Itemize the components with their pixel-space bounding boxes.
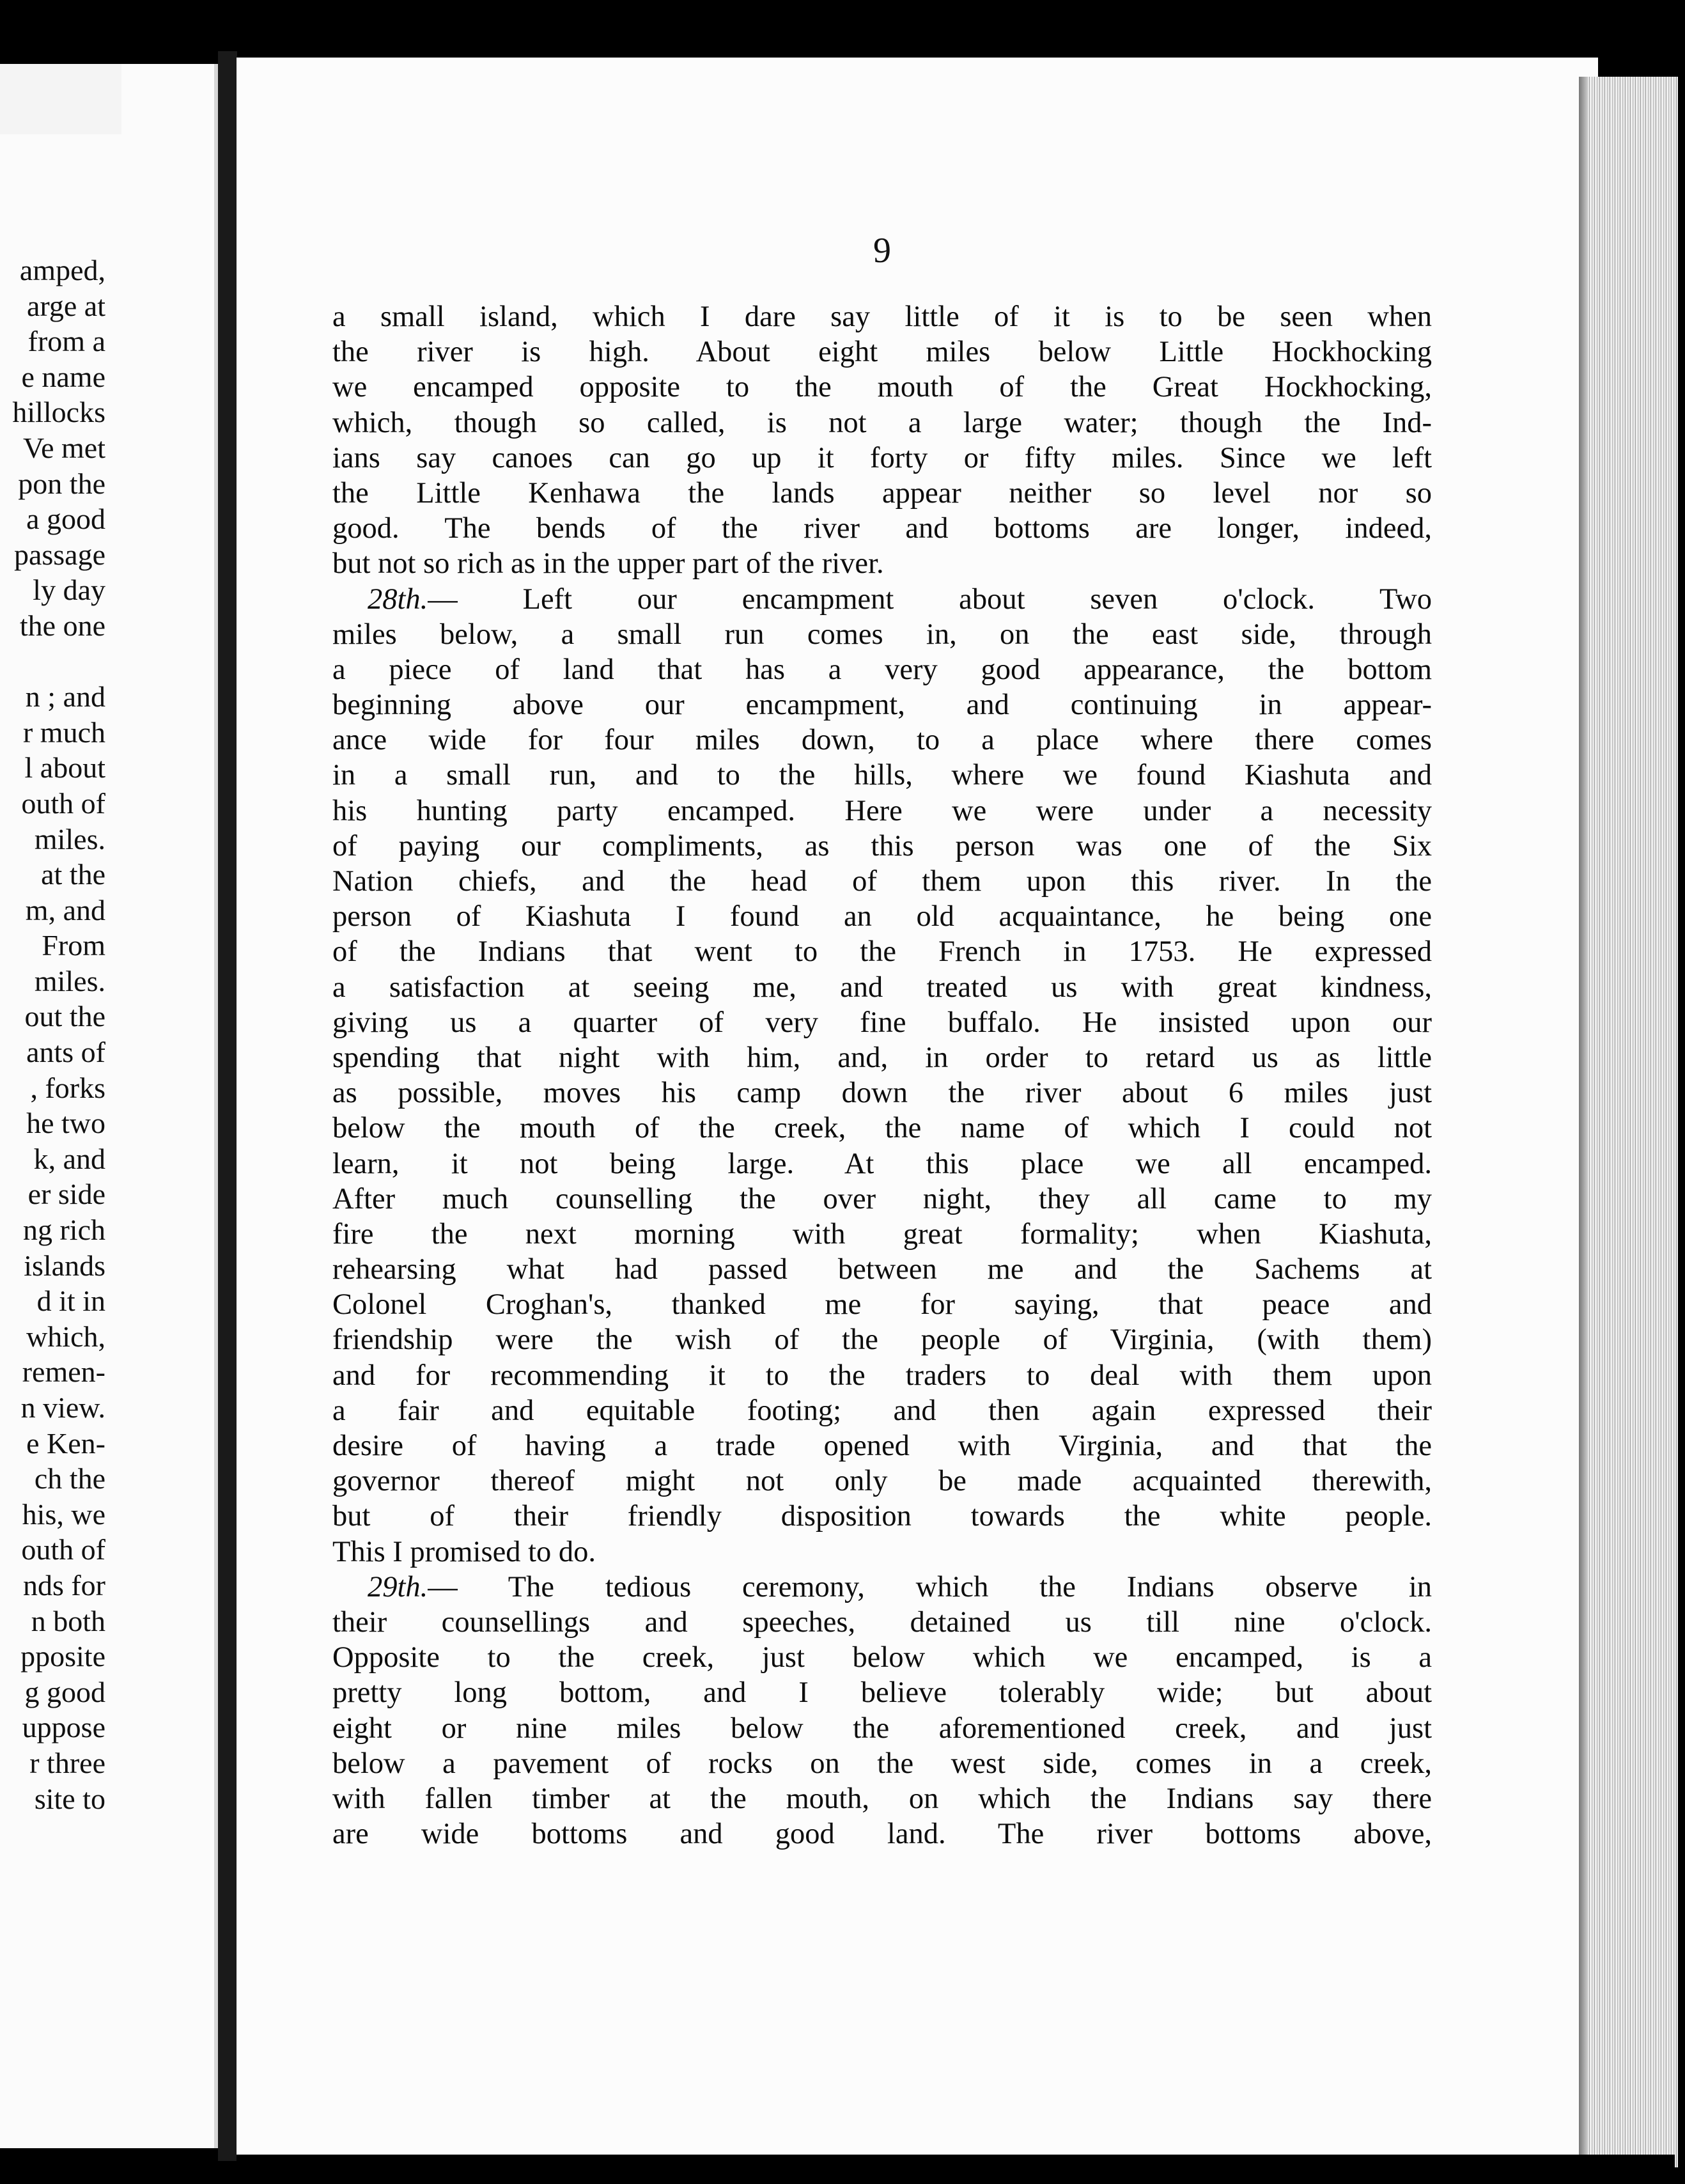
left-page-line: nds for (22, 1568, 105, 1602)
fore-edge-pages (1582, 77, 1678, 2167)
text-line-content: giving us a quarter of very fine buffalo. He insisted upon our (332, 1006, 1432, 1039)
left-page-line: n view. (20, 1391, 105, 1424)
left-page-line: ch the (34, 1462, 105, 1495)
text-line-content: their counsellings and speeches, detained us till nine o'clock. (332, 1605, 1432, 1639)
text-line (332, 1040, 1432, 1075)
text-line (332, 1182, 1432, 1217)
text-line (332, 1570, 1432, 1605)
left-page-line: miles. (34, 964, 105, 997)
text-line-content: friendship were the wish of the people of Virginia, (with them) (332, 1323, 1432, 1357)
text-line (332, 1746, 1432, 1781)
left-page-line: from a (27, 325, 105, 358)
text-line-content: as possible, moves his camp down the river about 6 miles just (332, 1077, 1432, 1110)
text-line (332, 1075, 1432, 1111)
left-page-line: er side (27, 1178, 105, 1211)
left-page-line: arge at (26, 289, 105, 322)
left-page-line: uppose (22, 1711, 105, 1744)
text-line (332, 970, 1432, 1005)
right-page (237, 58, 1598, 2161)
bottom-edge (237, 2155, 1675, 2184)
text-line (332, 1640, 1432, 1675)
journal-date: 29th. (368, 1570, 428, 1603)
text-line-content: we encamped opposite to the mouth of the Great Hockhocking, (332, 371, 1432, 404)
left-page-line: Ve met (22, 431, 105, 464)
text-line-content: person of Kiashuta I found an old acquaintance, he being one (332, 900, 1432, 933)
left-page-line: amped, (19, 254, 105, 286)
left-page-line: the one (19, 609, 105, 642)
text-line-content: This I promised to do. (332, 1535, 596, 1568)
left-page-line: pposite (20, 1640, 105, 1673)
text-line (332, 511, 1432, 546)
left-page-line: g good (24, 1675, 105, 1708)
left-page-line: out the (24, 1000, 105, 1033)
left-page-line: at the (41, 858, 105, 891)
text-line (332, 1217, 1432, 1252)
text-line-content: spending that night with him, and, in order to retard us as little (332, 1041, 1432, 1074)
text-line-content: fire the next morning with great formality; when Kiashuta, (332, 1217, 1432, 1251)
text-line-content: which, though so called, is not a large water; though the Ind- (332, 406, 1432, 439)
left-page-text (0, 253, 105, 1816)
text-line-content: Nation chiefs, and the head of them upon this river. In the (332, 865, 1432, 898)
text-line-content: desire of having a trade opened with Virginia, and that the (332, 1430, 1432, 1462)
left-page-corner (0, 64, 121, 134)
text-line (332, 334, 1432, 370)
left-page-line: n both (31, 1604, 105, 1637)
text-line-content: good. The bends of the river and bottoms are longer, indeed, (332, 512, 1432, 545)
text-line (332, 1816, 1432, 1852)
left-page-line: site to (34, 1782, 105, 1815)
text-line-content: and for recommending it to the traders to deal with them upon (332, 1359, 1432, 1392)
text-line-content: beginning above our encampment, and continuing in appear- (332, 689, 1432, 722)
text-line-content: ians say canoes can go up it forty or fifty miles. Since we left (332, 441, 1432, 474)
left-page-line: n ; and (25, 680, 105, 714)
left-page-line: k, and (33, 1142, 105, 1175)
left-page-line: which, (26, 1320, 105, 1353)
text-line (332, 899, 1432, 934)
text-line (332, 1146, 1432, 1182)
text-line (332, 1781, 1432, 1816)
left-page-line: , forks (30, 1071, 105, 1104)
text-line-content: below a pavement of rocks on the west side, comes in a creek, (332, 1747, 1432, 1780)
text-line-content: are wide bottoms and good land. The river bottoms above, (332, 1818, 1432, 1851)
text-line (332, 1287, 1432, 1322)
text-line-content: the river is high. About eight miles below Little Hockhocking (332, 336, 1432, 369)
text-line-content: — The tedious ceremony, which the Indians observe in (428, 1570, 1432, 1603)
text-line (332, 864, 1432, 899)
left-page-line: outh of (21, 1533, 105, 1566)
page-number: 9 (873, 231, 891, 270)
left-page-line: he two (26, 1107, 105, 1140)
text-line-content: — Left our encampment about seven o'clock. Two (428, 582, 1432, 616)
text-line (332, 1534, 1432, 1570)
fore-edge-shadow (1579, 77, 1588, 2167)
left-page-line: outh of (21, 786, 105, 820)
left-page-line: a good (26, 503, 105, 536)
left-page-line: his, we (22, 1497, 105, 1531)
text-line-content: Opposite to the creek, just below which we encamped, is a (332, 1641, 1432, 1674)
text-line (332, 758, 1432, 793)
text-line (332, 1675, 1432, 1710)
left-page-line: ly day (33, 573, 105, 607)
text-line-content: of paying our compliments, as this person was one of the Six (332, 829, 1432, 862)
text-line-content: a fair and equitable footing; and then again expressed their (332, 1394, 1432, 1427)
text-line (332, 476, 1432, 511)
text-line-content: rehearsing what had passed between me and the Sachems at (332, 1253, 1432, 1286)
left-page-line: l about (24, 751, 105, 784)
left-page-line (0, 644, 105, 680)
text-line (332, 1499, 1432, 1534)
journal-date: 28th. (368, 582, 428, 616)
text-line-content: pretty long bottom, and I believe tolerably wide; but about (332, 1676, 1432, 1710)
text-line-content: a small island, which I dare say little of it is to be seen when (332, 300, 1432, 333)
text-line-content: learn, it not being large. At this place we all encamped. (332, 1147, 1432, 1180)
text-line-content: eight or nine miles below the aforementioned creek, and just (332, 1712, 1432, 1745)
text-line (332, 582, 1432, 617)
left-page-line: r much (22, 715, 105, 749)
text-line (332, 1322, 1432, 1357)
text-line-content: Colonel Croghan's, thanked me for saying, that peace and (332, 1288, 1432, 1322)
text-line (332, 299, 1432, 334)
text-line (332, 1605, 1432, 1640)
left-page-line: m, and (25, 893, 105, 926)
left-page-line: islands (24, 1249, 105, 1282)
left-page-line: ants of (26, 1036, 105, 1069)
text-line-content: ance wide for four miles down, to a place where there comes (332, 724, 1432, 757)
text-line-content: a satisfaction at seeing me, and treated us with great kindness, (332, 971, 1432, 1004)
text-line (332, 722, 1432, 758)
text-line (332, 546, 1432, 581)
text-line-content: After much counselling the over night, they all came to my (332, 1182, 1432, 1215)
text-line (332, 617, 1432, 652)
text-line (332, 441, 1432, 476)
text-line-content: in a small run, and to the hills, where we found Kiashuta and (332, 759, 1432, 792)
text-line (332, 405, 1432, 441)
text-line (332, 1111, 1432, 1146)
left-page-line: remen- (22, 1355, 105, 1389)
text-line-content: with fallen timber at the mouth, on which the Indians say there (332, 1782, 1432, 1815)
text-line (332, 1463, 1432, 1499)
left-page-line: pon the (18, 467, 105, 500)
left-facing-page (0, 64, 218, 2148)
body-text (332, 299, 1432, 1852)
text-line-content: but of their friendly disposition towards the white people. (332, 1500, 1432, 1533)
book-gutter (218, 51, 237, 2161)
text-line (332, 1711, 1432, 1746)
text-line (332, 687, 1432, 722)
left-page-line: passage (13, 538, 105, 571)
text-line (332, 370, 1432, 405)
text-line (332, 1428, 1432, 1463)
text-line (332, 1252, 1432, 1287)
text-line-content: miles below, a small run comes in, on the east side, through (332, 618, 1432, 651)
text-line-content: his hunting party encamped. Here we were under a necessity (332, 794, 1432, 827)
left-page-line: r three (29, 1746, 105, 1779)
text-line-content: but not so rich as in the upper part of the river. (332, 547, 884, 581)
left-page-line: ng rich (22, 1213, 105, 1247)
text-line (332, 1358, 1432, 1393)
text-line (332, 652, 1432, 687)
left-page-line: e Ken- (26, 1426, 105, 1460)
text-line-content: governor thereof might not only be made acquainted therewith, (332, 1465, 1432, 1498)
text-line (332, 1393, 1432, 1428)
text-line-content: a piece of land that has a very good appearance, the bottom (332, 653, 1432, 686)
left-page-line: e name (21, 360, 105, 393)
text-line-content: below the mouth of the creek, the name of which I could not (332, 1112, 1432, 1145)
text-line (332, 829, 1432, 864)
left-page-line: hillocks (12, 396, 105, 429)
text-line (332, 934, 1432, 969)
text-line (332, 793, 1432, 829)
left-page-line: From (42, 929, 105, 962)
text-line (332, 1005, 1432, 1040)
left-page-line: d it in (36, 1284, 105, 1318)
text-line-content: the Little Kenhawa the lands appear neither so level nor so (332, 476, 1432, 510)
text-line-content: of the Indians that went to the French in 1753. He expressed (332, 935, 1432, 969)
left-page-line: miles. (34, 822, 105, 855)
